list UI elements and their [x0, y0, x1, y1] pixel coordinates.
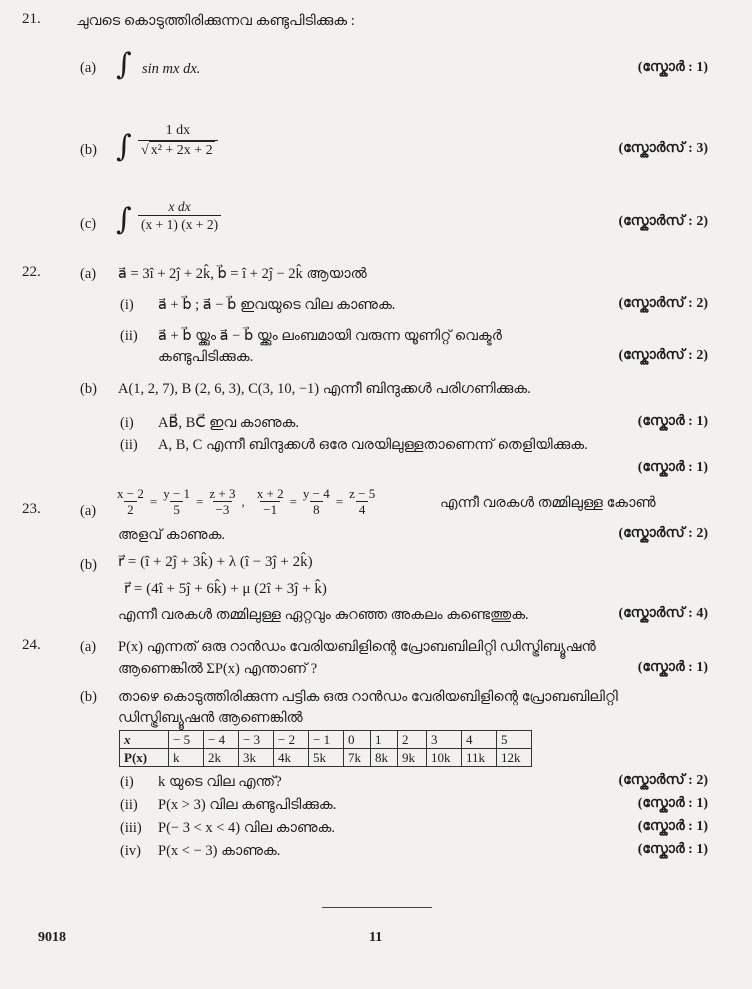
- table-header-x: x: [120, 731, 169, 749]
- fraction: $\frac{z - 5}{4}$: [349, 486, 376, 517]
- q21c-fraction: [138, 198, 221, 233]
- q24-number: 24.: [22, 637, 41, 653]
- q22ai-score: (സ്കോർസ് : 2): [618, 296, 708, 311]
- table-cell: 2: [398, 731, 427, 749]
- q24bii-score: (സ്കോർ : 1): [637, 796, 708, 811]
- q23b-text: എന്നീ വരകൾ തമ്മിലുള്ള ഏറ്റവും കുറഞ്ഞ അകലം കണ്ടെത്തുക.: [118, 607, 529, 623]
- fraction: $\frac{x - 2}{2}$: [117, 486, 144, 517]
- table-cell: − 1: [309, 731, 344, 749]
- q21a-expr: sin mx dx.: [142, 61, 201, 77]
- table-cell: − 5: [169, 731, 204, 749]
- table-cell: − 2: [274, 731, 309, 749]
- table-cell: 8k: [371, 749, 398, 767]
- q24bi-label: (i): [120, 774, 134, 790]
- q24biv-text: P(x < − 3) കാണുക.: [158, 843, 281, 859]
- table-cell: 11k: [462, 749, 497, 767]
- q24a-label: (a): [80, 639, 97, 655]
- q21b-score: (സ്കോർസ് : 3): [618, 141, 708, 156]
- q22bi-score: (സ്കോർ : 1): [637, 414, 708, 429]
- integral-sign: ∫: [116, 47, 132, 82]
- table-cell: k: [169, 749, 204, 767]
- fraction: $\frac{y - 1}{5}$: [163, 486, 191, 517]
- q24biii-text: P(− 3 < x < 4) വില കാണുക.: [158, 820, 335, 836]
- q23a-score: (സ്കോർസ് : 2): [618, 526, 708, 541]
- fraction: $\frac{z + 3}{-3}$: [209, 486, 236, 517]
- q24biii-score: (സ്കോർ : 1): [637, 819, 708, 834]
- q21c-numerator: x dx: [168, 199, 191, 214]
- q21b-label: (b): [80, 142, 97, 158]
- q23a-label: (a): [80, 503, 97, 519]
- q23b-label: (b): [80, 557, 97, 573]
- q21-stem: ചുവടെ കൊടുത്തിരിക്കുന്നവ കണ്ടുപിടിക്കുക :: [76, 13, 355, 29]
- q21a-label: (a): [80, 60, 97, 76]
- q22b-label: (b): [80, 381, 97, 397]
- table-cell: 5k: [309, 749, 344, 767]
- fraction: $\frac{y - 4}{8}$: [302, 486, 330, 517]
- q21b-fraction: [138, 122, 218, 160]
- equals-sign: =: [196, 493, 204, 509]
- q23b-equation-2: r⃗ = (4î + 5ĵ + 6k̂) + μ (2î + 3ĵ + k̂): [124, 581, 327, 597]
- q22b-stem: A(1, 2, 7), B (2, 6, 3), C(3, 10, −1) എന്നീ ബിന്ദുക്കൾ പരിഗണിക്കുക.: [118, 381, 531, 397]
- table-cell: 2k: [204, 749, 239, 767]
- equals-sign: =: [289, 493, 297, 509]
- footer-divider: [322, 907, 432, 908]
- q24a-score: (സ്കോർ : 1): [637, 660, 708, 675]
- q22ai-label: (i): [120, 297, 134, 313]
- table-cell: 9k: [398, 749, 427, 767]
- table-cell: 4k: [274, 749, 309, 767]
- integral-sign: ∫: [116, 129, 132, 164]
- q22bi-label: (i): [120, 415, 134, 431]
- q21b-denominator: √ x² + 2x + 2: [138, 140, 218, 160]
- q21c-score: (സ്കോർസ് : 2): [618, 214, 708, 229]
- table-cell: 3: [427, 731, 462, 749]
- fraction: $\frac{x + 2}{-1}$: [256, 486, 284, 517]
- q22aii-line2: കണ്ടുപിടിക്കുക.: [158, 349, 254, 365]
- q23-number: 23.: [22, 501, 41, 517]
- q24a-line2: ആണെങ്കിൽ ΣP(x) എന്താണ് ?: [118, 661, 318, 677]
- table-cell: 7k: [344, 749, 371, 767]
- q22ai-text: a⃗ + b⃗ ; a⃗ − b⃗ ഇവയുടെ വില കാണുക.: [158, 297, 396, 313]
- q23a-line-equations: $\frac{x - 2}{2}$ = $\frac{y - 1}{5}$ = $\frac{z + 3}{-3}$ , $\frac{x + 2}{-1}$ = $\frac{y - 4}{8}$ = $\frac{z - 5}{4}$: [114, 486, 378, 517]
- q22-number: 22.: [22, 264, 41, 280]
- q24bi-score: (സ്കോർസ് : 2): [618, 773, 708, 788]
- probability-table-wrap: [119, 730, 532, 767]
- q22a-stem: a⃗ = 3î + 2ĵ + 2k̂, b⃗ = î + 2ĵ − 2k̂ ആയാൽ: [118, 266, 367, 282]
- integral-sign: ∫: [116, 202, 132, 237]
- q23a-line1-tail: എന്നീ വരകൾ തമ്മിലുള്ള കോൺ: [440, 495, 656, 511]
- q22a-label: (a): [80, 266, 97, 282]
- q21b-numerator: 1 dx: [165, 123, 191, 138]
- table-row: [120, 731, 532, 749]
- equals-sign: =: [149, 493, 158, 509]
- q24a-line1: P(x) എന്നത് ഒരു റാൻഡം വേരിയബിളിന്റെ പ്രോബബിലിറ്റി ഡിസ്ട്രിബ്യൂഷൻ: [118, 639, 596, 655]
- q24b-label: (b): [80, 689, 97, 705]
- table-cell: 10k: [427, 749, 462, 767]
- table-header-p: P(x): [120, 749, 169, 767]
- equals-sign: =: [335, 493, 344, 509]
- q24biii-label: (iii): [120, 820, 142, 836]
- q21a-score: (സ്കോർ : 1): [637, 60, 708, 75]
- q21c-label: (c): [80, 216, 97, 232]
- q24b-line1: താഴെ കൊടുത്തിരിക്കുന്ന പട്ടിക ഒരു റാൻഡം വേരിയബിളിന്റെ പ്രോബബിലിറ്റി: [118, 689, 618, 705]
- q22bii-text: A, B, C എന്നീ ബിന്ദുക്കൾ ഒരേ വരയിലുള്ളതാണെന്ന് തെളിയിക്കുക.: [158, 437, 588, 453]
- q22aii-score: (സ്കോർസ് : 2): [618, 348, 708, 363]
- q22bi-text: AB⃗, BC⃗ ഇവ കാണുക.: [158, 415, 299, 431]
- q23b-equation-1: r⃗ = (î + 2ĵ + 3k̂) + λ (î − 3ĵ + 2k̂): [118, 554, 313, 570]
- page-number: 11: [369, 930, 383, 945]
- q24biv-score: (സ്കോർ : 1): [637, 842, 708, 857]
- table-cell: 1: [371, 731, 398, 749]
- q23a-line2: അളവ് കാണുക.: [118, 527, 226, 543]
- q22aii-label: (ii): [120, 328, 138, 344]
- probability-table: [119, 730, 532, 767]
- table-cell: 5: [497, 731, 532, 749]
- table-cell: 3k: [239, 749, 274, 767]
- q22aii-line1: a⃗ + b⃗ യ്ക്കും a⃗ − b⃗ യ്ക്കും ലംബമായി വരുന്ന യൂണിറ്റ് വെക്ടർ: [158, 328, 502, 344]
- q24bii-label: (ii): [120, 797, 138, 813]
- paper-code: 9018: [38, 930, 66, 945]
- q24biv-label: (iv): [120, 843, 141, 859]
- table-cell: − 4: [204, 731, 239, 749]
- q22bii-score: (സ്കോർ : 1): [637, 460, 708, 475]
- table-row: [120, 749, 532, 767]
- q24bi-text: k യുടെ വില എന്ത്?: [158, 774, 282, 790]
- table-cell: 4: [462, 731, 497, 749]
- q24bii-text: P(x > 3) വില കണ്ടുപിടിക്കുക.: [158, 797, 337, 813]
- table-cell: 0: [344, 731, 371, 749]
- q24b-line2: ഡിസ്ട്രിബ്യൂഷൻ ആണെങ്കിൽ: [118, 710, 303, 726]
- table-cell: 12k: [497, 749, 532, 767]
- q23b-score: (സ്കോർസ് : 4): [618, 606, 708, 621]
- table-cell: − 3: [239, 731, 274, 749]
- q21c-denominator: (x + 1) (x + 2): [138, 215, 221, 233]
- q22bii-label: (ii): [120, 437, 138, 453]
- q21-number: 21.: [22, 11, 41, 27]
